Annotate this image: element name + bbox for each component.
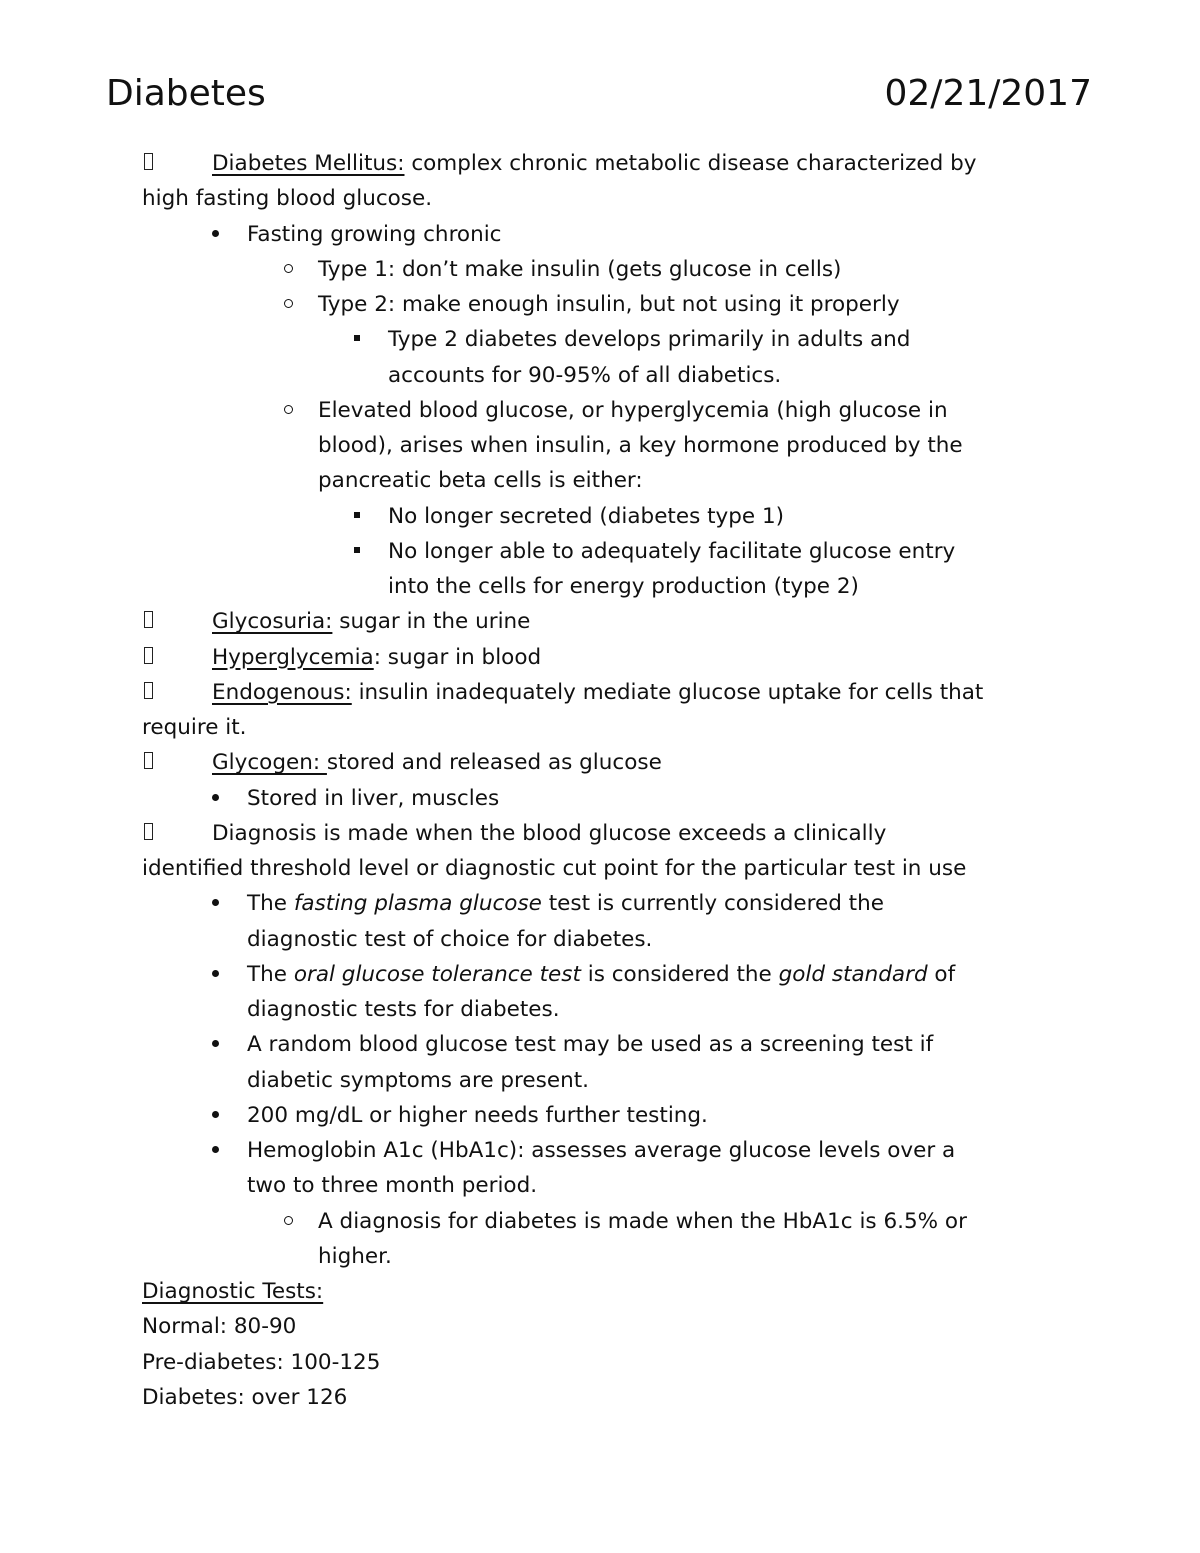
- underlined-term: Glycosuria:: [212, 609, 333, 635]
- text-run: Stored in liver, muscles: [247, 785, 500, 811]
- filled-circle-bullet-icon: [212, 794, 219, 801]
- missing-glyph-bullet-icon: [144, 823, 153, 840]
- line-text: [212, 816, 886, 851]
- line-text: [247, 1063, 589, 1098]
- filled-circle-bullet-icon: [212, 230, 219, 237]
- filled-circle-bullet-icon: [212, 899, 219, 906]
- text-line: [0, 181, 1200, 216]
- filled-circle-bullet-icon: [212, 970, 219, 977]
- text-run: identified threshold level or diagnostic cut point for the particular test in use: [142, 856, 967, 881]
- document-date: 02/21/2017: [884, 73, 1092, 114]
- text-line: [0, 745, 1200, 780]
- line-text: [247, 217, 502, 252]
- text-run: No longer secreted (diabetes type 1): [388, 503, 785, 529]
- line-text: [247, 922, 652, 957]
- line-text: [388, 569, 859, 604]
- text-line: [0, 1098, 1200, 1133]
- text-run: Normal: 80-90: [142, 1314, 297, 1340]
- hollow-circle-bullet-icon: [284, 264, 293, 273]
- text-line: [0, 922, 1200, 957]
- line-text: [247, 1027, 933, 1062]
- text-run: The: [247, 961, 294, 987]
- text-line: [0, 816, 1200, 851]
- text-line: [0, 1345, 1200, 1380]
- line-text: [142, 1345, 380, 1380]
- text-line: [0, 569, 1200, 604]
- text-run: pancreatic beta cells is either:: [318, 468, 643, 494]
- line-text: [247, 992, 560, 1027]
- line-text: [142, 181, 432, 216]
- line-text: [212, 604, 530, 639]
- text-run: Type 2: make enough insulin, but not using it properly: [318, 292, 900, 317]
- line-text: [212, 745, 662, 780]
- italic-term: fasting plasma glucose: [293, 891, 542, 917]
- text-line: [0, 957, 1200, 992]
- text-run: of: [927, 961, 956, 987]
- line-text: [318, 1204, 967, 1239]
- line-text: [142, 1309, 296, 1344]
- text-run: test is currently considered the: [541, 891, 884, 917]
- text-run: stored and released as glucose: [326, 750, 662, 776]
- text-line: [0, 640, 1200, 675]
- text-run: The: [247, 891, 294, 917]
- missing-glyph-bullet-icon: [144, 611, 153, 628]
- text-line: [0, 463, 1200, 498]
- text-line: [0, 675, 1200, 710]
- italic-term: oral glucose tolerance test: [293, 961, 581, 987]
- text-line: [0, 1027, 1200, 1062]
- text-line: [0, 781, 1200, 816]
- text-run: Hemoglobin A1c (HbA1c): assesses average glucose levels over a: [247, 1138, 956, 1163]
- text-run: diabetic symptoms are present.: [247, 1067, 589, 1093]
- text-line: [0, 992, 1200, 1027]
- hollow-circle-bullet-icon: [284, 1216, 293, 1225]
- line-text: [318, 428, 963, 463]
- underlined-term: Diabetes Mellitus:: [212, 151, 405, 176]
- text-run: accounts for 90-95% of all diabetics.: [388, 362, 782, 388]
- text-line: [0, 428, 1200, 463]
- square-bullet-icon: [354, 512, 360, 518]
- text-line: [0, 1063, 1200, 1098]
- text-run: A diagnosis for diabetes is made when the HbA1c is 6.5% or: [318, 1208, 967, 1234]
- text-line: [0, 1168, 1200, 1203]
- text-run: two to three month period.: [247, 1173, 538, 1199]
- notes-body: [0, 146, 1200, 1415]
- text-run: A random blood glucose test may be used as a screening test if: [247, 1032, 934, 1058]
- hollow-circle-bullet-icon: [284, 405, 293, 414]
- underlined-term: Endogenous:: [212, 679, 352, 705]
- text-run: Pre-diabetes: 100-125: [142, 1349, 381, 1375]
- text-run: complex chronic metabolic disease characterized by: [404, 151, 977, 176]
- missing-glyph-bullet-icon: [144, 647, 153, 664]
- line-text: [142, 1274, 323, 1309]
- hollow-circle-bullet-icon: [284, 299, 293, 308]
- line-text: [318, 1239, 392, 1274]
- text-line: [0, 1380, 1200, 1415]
- line-text: [318, 287, 900, 322]
- line-text: [142, 1380, 347, 1415]
- missing-glyph-bullet-icon: [144, 752, 153, 769]
- text-line: [0, 851, 1200, 886]
- filled-circle-bullet-icon: [212, 1040, 219, 1047]
- text-run: diagnostic test of choice for diabetes.: [247, 926, 653, 952]
- text-run: higher.: [318, 1243, 392, 1269]
- italic-term: gold standard: [778, 961, 928, 987]
- text-run: Type 2 diabetes develops primarily in adults and: [388, 327, 911, 353]
- line-text: [318, 393, 948, 428]
- filled-circle-bullet-icon: [212, 1146, 219, 1153]
- line-text: [247, 1098, 708, 1133]
- text-run: require it.: [142, 715, 247, 740]
- line-text: [247, 781, 499, 816]
- text-line: [0, 217, 1200, 252]
- text-run: insulin inadequately mediate glucose uptake for cells that: [351, 679, 984, 705]
- text-line: [0, 710, 1200, 745]
- text-run: 200 mg/dL or higher needs further testing.: [247, 1102, 708, 1128]
- text-line: [0, 146, 1200, 181]
- line-text: [212, 640, 541, 675]
- line-text: [318, 252, 841, 287]
- text-line: [0, 499, 1200, 534]
- line-text: [247, 886, 884, 921]
- line-text: [142, 710, 247, 745]
- line-text: [212, 146, 976, 181]
- text-run: Elevated blood glucose, or hyperglycemia (high glucose in: [318, 397, 948, 423]
- line-text: [247, 957, 955, 992]
- line-text: [247, 1133, 955, 1168]
- text-run: No longer able to adequately facilitate glucose entry: [388, 538, 956, 564]
- text-line: [0, 358, 1200, 393]
- text-run: : sugar in blood: [373, 644, 542, 670]
- text-run: blood), arises when insulin, a key hormone produced by the: [318, 433, 963, 458]
- text-run: Diagnosis is made when the blood glucose exceeds a clinically: [212, 820, 887, 846]
- line-text: [142, 851, 966, 886]
- underlined-term: Glycogen:: [212, 750, 327, 776]
- line-text: [247, 1168, 537, 1203]
- missing-glyph-bullet-icon: [144, 682, 153, 699]
- line-text: [388, 322, 910, 357]
- text-line: [0, 1239, 1200, 1274]
- text-run: is considered the: [580, 961, 779, 987]
- text-line: [0, 1274, 1200, 1309]
- underlined-term: Hyperglycemia: [212, 644, 374, 670]
- text-line: [0, 287, 1200, 322]
- missing-glyph-bullet-icon: [144, 153, 153, 170]
- text-line: [0, 1204, 1200, 1239]
- text-line: [0, 252, 1200, 287]
- text-run: Diabetes: over 126: [142, 1384, 348, 1410]
- line-text: [388, 534, 955, 569]
- line-text: [318, 463, 643, 498]
- line-text: [212, 675, 983, 710]
- text-run: high fasting blood glucose.: [142, 186, 433, 212]
- text-line: [0, 1133, 1200, 1168]
- text-run: Fasting growing chronic: [247, 221, 502, 247]
- line-text: [388, 358, 781, 393]
- underlined-term: Diagnostic Tests:: [142, 1279, 324, 1304]
- text-line: [0, 393, 1200, 428]
- text-line: [0, 604, 1200, 639]
- square-bullet-icon: [354, 335, 360, 341]
- text-line: [0, 886, 1200, 921]
- text-line: [0, 534, 1200, 569]
- text-line: [0, 1309, 1200, 1344]
- text-line: [0, 322, 1200, 357]
- text-run: sugar in the urine: [332, 609, 531, 635]
- line-text: [388, 499, 784, 534]
- document-title: Diabetes: [106, 73, 266, 114]
- text-run: Type 1: don’t make insulin (gets glucose in cells): [318, 256, 842, 282]
- square-bullet-icon: [354, 547, 360, 553]
- text-run: into the cells for energy production (type 2): [388, 574, 859, 599]
- filled-circle-bullet-icon: [212, 1111, 219, 1118]
- text-run: diagnostic tests for diabetes.: [247, 997, 560, 1022]
